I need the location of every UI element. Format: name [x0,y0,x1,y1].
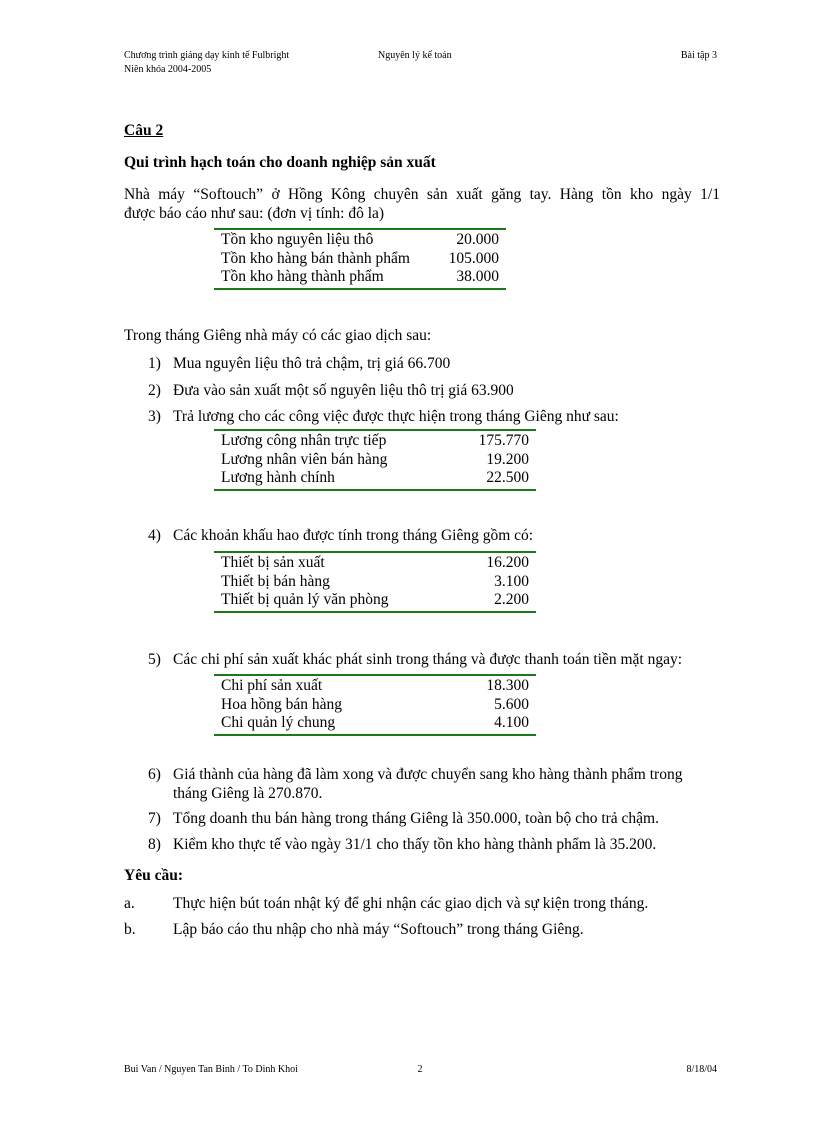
row-value: 22.500 [486,469,529,486]
item-text: Mua nguyên liệu thô trả chậm, trị giá 66.700 [173,355,451,372]
row-label: Chi quản lý chung [221,714,336,731]
intro-line-1: Nhà máy “Softouch” ở Hồng Kông chuyên sản xuất găng tay. Hàng tồn kho ngày 1/1 [124,186,720,203]
row-value: 4.100 [494,714,529,731]
inventory-table [214,228,506,290]
item-text: Các khoản khấu hao được tính trong tháng Giêng gồm có: [173,527,534,544]
header-course: Chương trình giảng dạy kinh tế Fulbright [124,50,290,61]
header-exercise: Bài tập 3 [680,50,717,61]
table-row [214,714,536,733]
item-text: Kiểm kho thực tế vào ngày 31/1 cho thấy tồn kho hàng thành phẩm là 35.200. [173,836,657,853]
item-number: 1) [148,355,161,372]
row-value: 18.300 [486,677,529,694]
section-subtitle: Qui trình hạch toán cho doanh nghiệp sản xuất [124,154,436,171]
row-label: Lương công nhân trực tiếp [221,432,387,449]
item-text-line-2: tháng Giêng là 270.870. [173,785,323,802]
item-number: 5) [148,651,161,668]
wages-table [214,429,536,491]
item-number: 2) [148,382,161,399]
item-number: 3) [148,408,161,425]
header-subject: Nguyên lý kế toán [378,50,452,61]
table-row [214,591,536,610]
row-value: 16.200 [486,554,529,571]
item-text-line-1: Giá thành của hàng đã làm xong và được chuyển sang kho hàng thành phẩm trong [173,766,683,783]
table-row [214,696,536,715]
header-year: Niên khóa 2004-2005 [124,64,212,75]
row-label: Lương nhân viên bán hàng [221,450,388,468]
row-label: Thiết bị quản lý văn phòng [221,591,389,608]
footer-page-number: 2 [417,1064,423,1075]
row-label: Tồn kho nguyên liệu thô [221,231,374,248]
item-text: Đưa vào sản xuất một số nguyên liệu thô trị giá 63.900 [173,382,514,399]
row-label: Tồn kho hàng bán thành phẩm [221,249,410,267]
requirement-number: b. [124,921,136,938]
row-value: 105.000 [448,249,499,267]
row-label: Hoa hồng bán hàng [221,695,342,713]
row-value: 175.770 [478,432,529,449]
table-row [214,554,536,573]
requirements-title: Yêu cầu: [124,867,183,884]
item-number: 7) [148,810,161,827]
table-row [214,268,506,287]
row-value: 38.000 [456,268,499,285]
row-value: 19.200 [486,450,529,468]
transactions-intro: Trong tháng Giêng nhà máy có các giao dịch sau: [124,327,432,344]
table-row [214,231,506,250]
row-value: 3.100 [494,572,529,590]
footer-date: 8/18/04 [686,1064,717,1075]
table-row [214,432,536,451]
item-number: 6) [148,766,161,783]
item-number: 4) [148,527,161,544]
table-row [214,250,506,269]
requirement-text: Lập báo cáo thu nhập cho nhà máy “Softouch” trong tháng Giêng. [173,921,584,938]
item-number: 8) [148,836,161,853]
row-label: Chi phí sản xuất [221,677,323,694]
table-row [214,469,536,488]
footer-authors: Bui Van / Nguyen Tan Binh / To Dinh Khoi [124,1064,298,1075]
requirement-number: a. [124,895,135,912]
row-label: Tồn kho hàng thành phẩm [221,268,384,285]
section-title: Câu 2 [124,122,164,139]
table-row [214,573,536,592]
item-text: Các chi phí sản xuất khác phát sinh trong tháng và được thanh toán tiền mặt ngay: [173,651,683,668]
item-text: Trả lương cho các công việc được thực hiện trong tháng Giêng như sau: [173,408,619,425]
row-value: 20.000 [456,231,499,248]
requirement-text: Thực hiện bút toán nhật ký để ghi nhận các giao dịch và sự kiện trong tháng. [173,895,649,912]
table-row [214,451,536,470]
row-label: Lương hành chính [221,469,335,486]
table-row [214,677,536,696]
depreciation-table [214,551,536,613]
row-value: 2.200 [494,591,529,608]
intro-line-2: được báo cáo như sau: (đơn vị tính: đô la) [124,205,385,222]
row-label: Thiết bị sản xuất [221,554,325,571]
other-costs-table [214,674,536,736]
row-label: Thiết bị bán hàng [221,572,330,590]
row-value: 5.600 [494,695,529,713]
item-text: Tổng doanh thu bán hàng trong tháng Giêng là 350.000, toàn bộ cho trả chậm. [173,810,659,827]
